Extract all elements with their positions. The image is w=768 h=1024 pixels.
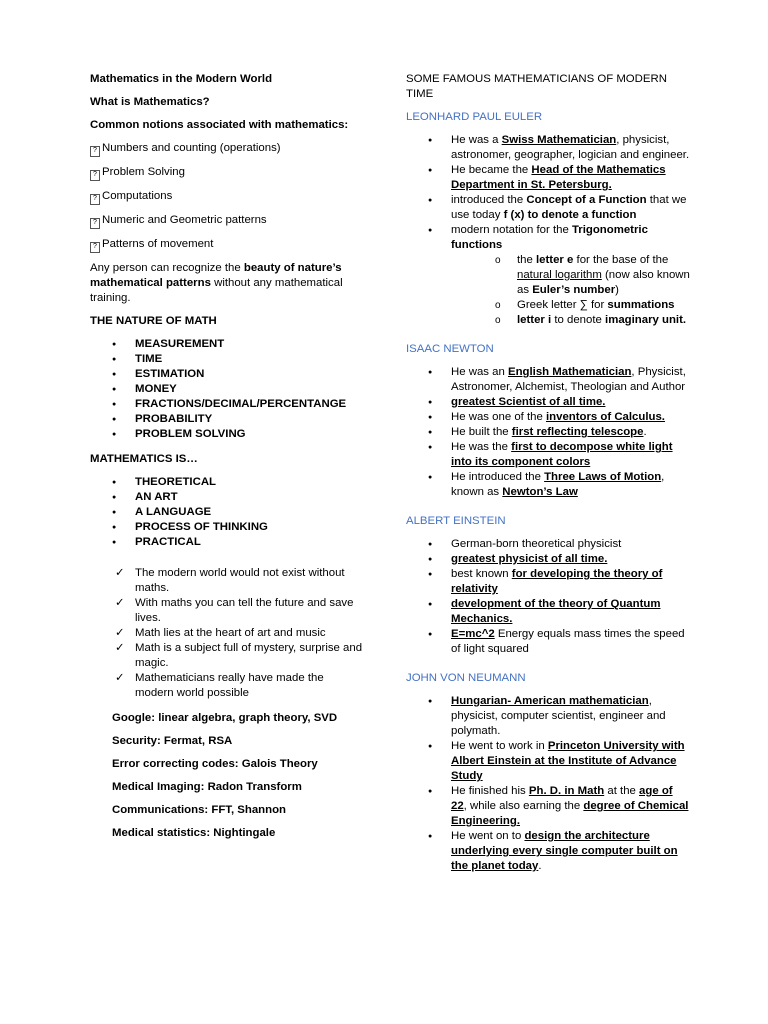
question-common-notions: Common notions associated with mathematics: bbox=[90, 119, 349, 131]
newton-list bbox=[406, 365, 690, 500]
application-item: Error correcting codes: Galois Theory bbox=[112, 758, 318, 770]
list-item: ● FRACTIONS/DECIMAL/PERCENTANGE bbox=[90, 397, 365, 412]
notion-item: ? Problem Solving bbox=[90, 165, 365, 181]
list-item: ● PROBABILITY bbox=[90, 412, 365, 427]
check-item: ✓ Math is a subject full of mystery, surprise and magic. bbox=[90, 641, 365, 671]
application-item: Security: Fermat, RSA bbox=[112, 735, 233, 747]
list-item: ● ESTIMATION bbox=[90, 367, 365, 382]
question-what-is-math: What is Mathematics? bbox=[90, 96, 210, 108]
math-is-heading: MATHEMATICS IS… bbox=[90, 453, 198, 465]
notion-item: ? Numeric and Geometric patterns bbox=[90, 213, 365, 229]
right-heading: SOME FAMOUS MATHEMATICIANS OF MODERN TIME bbox=[406, 73, 667, 100]
list-item: ● AN ART bbox=[90, 490, 365, 505]
list-item: ● He was an English Mathematician, Physicist, Astronomer, Alchemist, Theologian and Author bbox=[406, 365, 690, 395]
notion-item: ? Computations bbox=[90, 189, 365, 205]
list-item: ● German-born theoretical physicist bbox=[406, 537, 690, 552]
list-item: ● He built the first reflecting telescope. bbox=[406, 425, 690, 440]
list-item: ● modern notation for the Trigonometric functions o the letter e for the base of the natural logarithm (now also known as Euler’s number) o Greek letter ∑ for summations o letter i to denote imaginary unit. bbox=[406, 223, 690, 328]
list-item: ● He was the first to decompose white light into its component colors bbox=[406, 440, 690, 470]
list-item: ● He was one of the inventors of Calculus. bbox=[406, 410, 690, 425]
list-item: ● He went to work in Princeton University with Albert Einstein at the Institute of Advance Study bbox=[406, 739, 690, 784]
missing-glyph-icon: ? bbox=[90, 242, 100, 253]
check-item: ✓ Mathematicians really have made the modern world possible bbox=[90, 671, 365, 701]
list-item: ● E=mc^2 Energy equals mass times the speed of light squared bbox=[406, 627, 690, 657]
notion-item: ? Patterns of movement bbox=[90, 237, 365, 253]
notion-item: ? Numbers and counting (operations) bbox=[90, 141, 365, 157]
list-item: ● THEORETICAL bbox=[90, 475, 365, 490]
euler-list bbox=[406, 133, 690, 328]
list-item: ● He was a Swiss Mathematician, physicist, astronomer, geographer, logician and engineer. bbox=[406, 133, 690, 163]
list-item: ● development of the theory of Quantum Mechanics. bbox=[406, 597, 690, 627]
euler-heading: LEONHARD PAUL EULER bbox=[406, 111, 543, 123]
list-item: ● He finished his Ph. D. in Math at the age of 22, while also earning the degree of Chemical Engineering. bbox=[406, 784, 690, 829]
missing-glyph-icon: ? bbox=[90, 170, 100, 181]
check-list bbox=[90, 566, 365, 701]
left-column bbox=[90, 72, 365, 849]
sub-item: o Greek letter ∑ for summations bbox=[471, 298, 690, 313]
list-item: ● He went on to design the architecture underlying every single computer built on the planet today. bbox=[406, 829, 690, 874]
neumann-list bbox=[406, 694, 690, 874]
application-item: Communications: FFT, Shannon bbox=[112, 804, 287, 816]
list-item: ● PROBLEM SOLVING bbox=[90, 427, 365, 442]
list-item: ● MONEY bbox=[90, 382, 365, 397]
beauty-paragraph: Any person can recognize the beauty of nature’s mathematical patterns without any mathematical training. bbox=[90, 262, 343, 304]
missing-glyph-icon: ? bbox=[90, 146, 100, 157]
applications-list bbox=[90, 711, 365, 841]
math-is-list bbox=[90, 475, 365, 550]
application-item: Medical statistics: Nightingale bbox=[112, 827, 276, 839]
sub-item: o letter i to denote imaginary unit. bbox=[471, 313, 690, 328]
newton-heading: ISAAC NEWTON bbox=[406, 343, 494, 355]
list-item: ● PROCESS OF THINKING bbox=[90, 520, 365, 535]
list-item: ● He introduced the Three Laws of Motion, known as Newton’s Law bbox=[406, 470, 690, 500]
check-item: ✓ Math lies at the heart of art and music bbox=[90, 626, 365, 641]
nature-heading: THE NATURE OF MATH bbox=[90, 315, 217, 327]
einstein-heading: ALBERT EINSTEIN bbox=[406, 515, 506, 527]
list-item: ● introduced the Concept of a Function that we use today f (x) to denote a function bbox=[406, 193, 690, 223]
einstein-list bbox=[406, 537, 690, 657]
list-item: ● greatest Scientist of all time. bbox=[406, 395, 690, 410]
sub-item: o the letter e for the base of the natural logarithm (now also known as Euler’s number) bbox=[471, 253, 690, 298]
list-item: ● TIME bbox=[90, 352, 365, 367]
nature-list bbox=[90, 337, 365, 442]
check-item: ✓ The modern world would not exist without maths. bbox=[90, 566, 365, 596]
missing-glyph-icon: ? bbox=[90, 218, 100, 229]
euler-sublist bbox=[471, 253, 690, 328]
list-item: ● best known for developing the theory of relativity bbox=[406, 567, 690, 597]
doc-title: Mathematics in the Modern World bbox=[90, 73, 273, 85]
application-item: Google: linear algebra, graph theory, SVD bbox=[112, 712, 338, 724]
list-item: ● PRACTICAL bbox=[90, 535, 365, 550]
list-item: ● Hungarian- American mathematician, physicist, computer scientist, engineer and polymath. bbox=[406, 694, 690, 739]
missing-glyph-icon: ? bbox=[90, 194, 100, 205]
right-column bbox=[406, 72, 690, 884]
list-item: ● MEASUREMENT bbox=[90, 337, 365, 352]
neumann-heading: JOHN VON NEUMANN bbox=[406, 672, 526, 684]
list-item: ● He became the Head of the Mathematics Department in St. Petersburg. bbox=[406, 163, 690, 193]
application-item: Medical Imaging: Radon Transform bbox=[112, 781, 302, 793]
list-item: ● greatest physicist of all time. bbox=[406, 552, 690, 567]
list-item: ● A LANGUAGE bbox=[90, 505, 365, 520]
check-item: ✓ With maths you can tell the future and save lives. bbox=[90, 596, 365, 626]
